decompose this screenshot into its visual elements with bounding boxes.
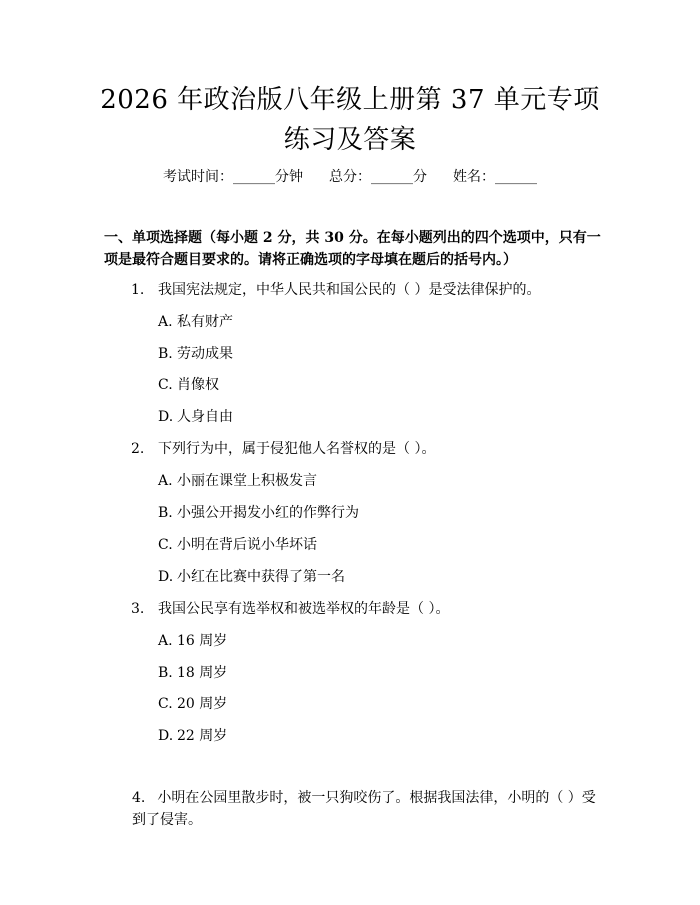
question-1-option-a	[158, 311, 233, 333]
document-title: 2026 年政治版八年级上册第 37 单元专项练习及答案	[100, 85, 600, 155]
question-1-option-c	[158, 374, 219, 396]
option-text: 劳动成果	[177, 346, 233, 362]
option-letter: C.	[158, 377, 173, 393]
option-text: 22 周岁	[177, 728, 228, 744]
option-text: 小丽在课堂上积极发言	[177, 473, 317, 489]
option-letter: A.	[158, 473, 173, 489]
question-number: 4.	[132, 790, 146, 806]
option-letter: B.	[158, 665, 173, 681]
question-number: 3.	[131, 601, 145, 617]
exam-time-field: 考试时间：______分钟	[163, 169, 303, 185]
option-text: 20 周岁	[177, 696, 228, 712]
question-text: 我国宪法规定，中华人民共和国公民的（ ）是受法律保护的。	[158, 282, 541, 298]
question-3-option-a	[158, 630, 227, 652]
question-text: 小明在公园里散步时，被一只狗咬伤了。根据我国法律，小明的（ ）受到了侵害。	[132, 790, 596, 828]
question-2-option-a	[158, 470, 317, 492]
total-score-field: 总分：______分	[329, 169, 427, 185]
option-text: 人身自由	[177, 409, 233, 425]
question-3-option-c	[158, 693, 227, 715]
question-2-option-d	[158, 566, 345, 588]
option-letter: C.	[158, 696, 173, 712]
question-4	[132, 787, 602, 831]
option-text: 肖像权	[177, 377, 219, 393]
option-text: 小红在比赛中获得了第一名	[177, 569, 345, 585]
section-heading: 一、单项选择题（每小题 2 分，共 30 分。在每小题列出的四个选项中，只有一项是最符合题目要求的。请将正确选项的字母填在题后的括号内。）	[104, 230, 601, 268]
question-1-option-b	[158, 343, 233, 365]
option-text: 16 周岁	[177, 633, 228, 649]
question-3-option-d	[158, 725, 227, 747]
option-letter: D.	[158, 569, 174, 585]
option-text: 18 周岁	[177, 665, 228, 681]
question-2-option-c	[158, 534, 317, 556]
option-text: 小强公开揭发小红的作弊行为	[177, 505, 359, 521]
option-letter: B.	[158, 505, 173, 521]
question-number: 2.	[131, 441, 145, 457]
option-letter: D.	[158, 728, 174, 744]
question-number: 1.	[131, 282, 145, 298]
question-2-option-b	[158, 502, 359, 524]
option-letter: A.	[158, 314, 173, 330]
option-letter: A.	[158, 633, 173, 649]
question-3-option-b	[158, 662, 227, 684]
option-letter: C.	[158, 537, 173, 553]
option-text: 小明在背后说小华坏话	[177, 537, 317, 553]
question-text: 下列行为中，属于侵犯他人名誉权的是（ ）。	[158, 441, 436, 457]
name-field: 姓名：______	[453, 169, 537, 185]
exam-meta	[0, 165, 700, 189]
question-text: 我国公民享有选举权和被选举权的年龄是（ ）。	[158, 601, 450, 617]
option-text: 私有财产	[177, 314, 233, 330]
question-1-option-d	[158, 406, 233, 428]
option-letter: D.	[158, 409, 174, 425]
option-letter: B.	[158, 346, 173, 362]
